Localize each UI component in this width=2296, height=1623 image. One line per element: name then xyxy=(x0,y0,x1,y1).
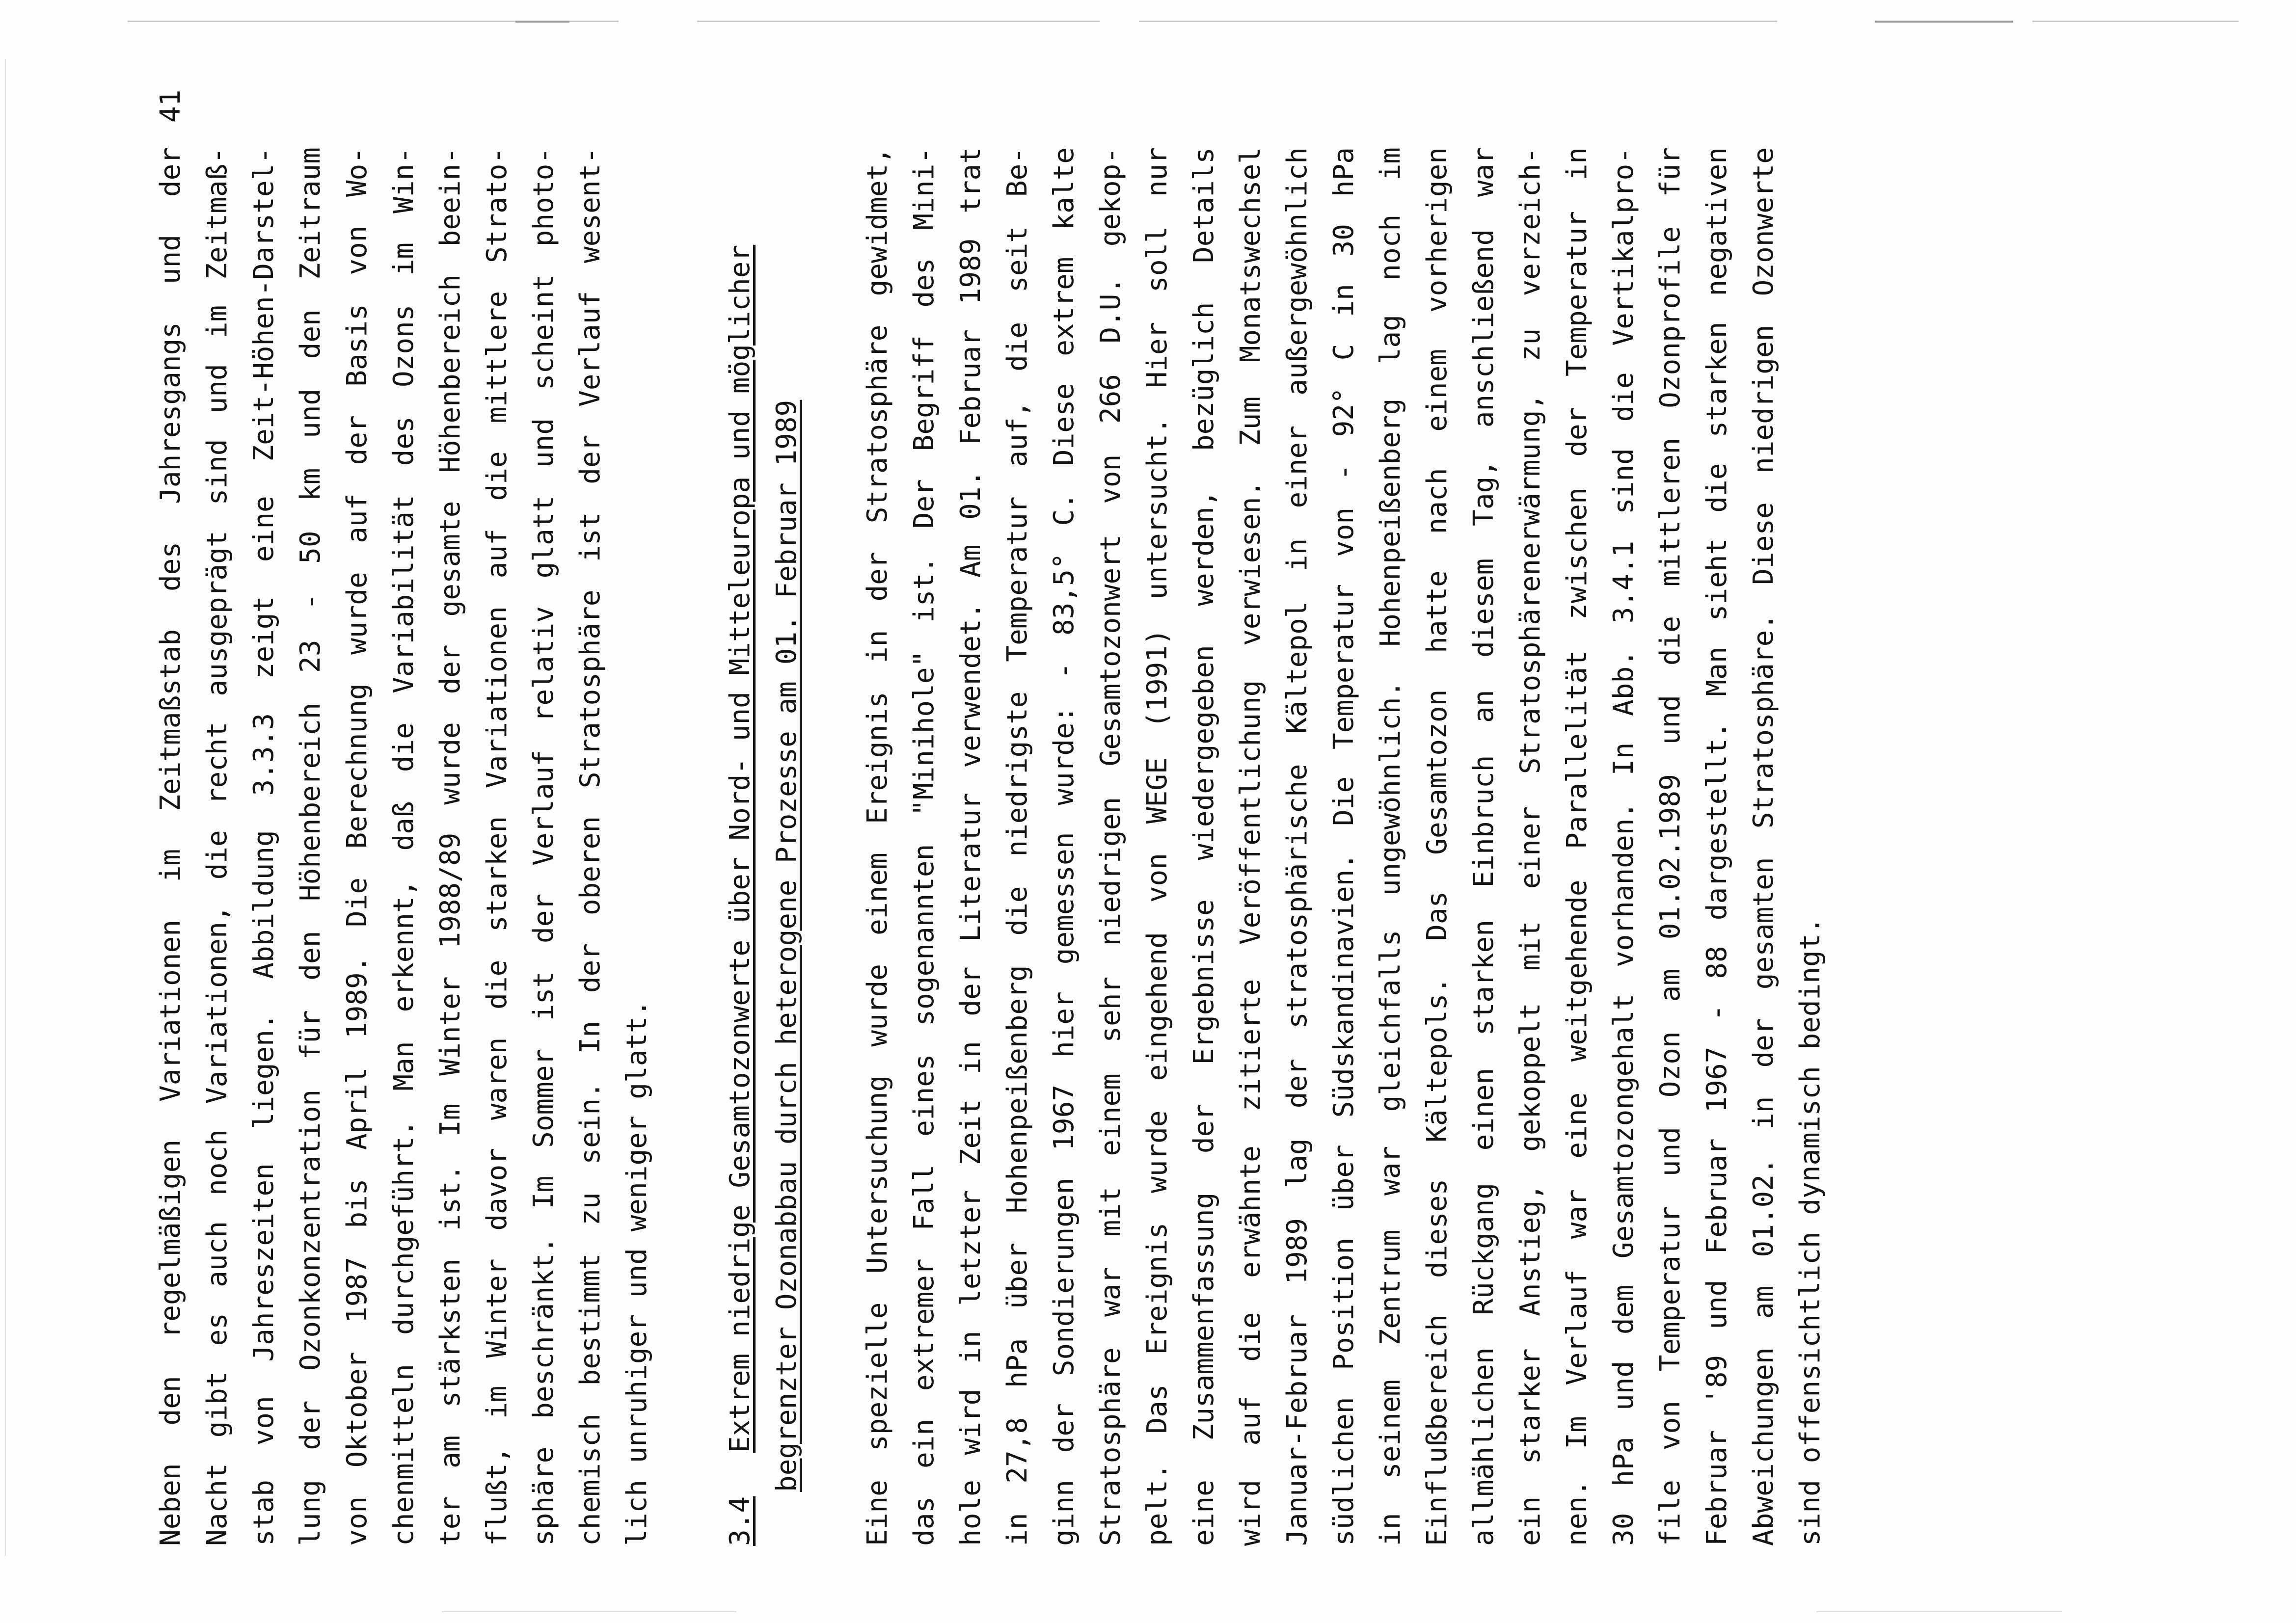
text-line: file von Temperatur und Ozon am 01.02.1989 und die mittleren Ozonprofile für xyxy=(1654,147,1686,1546)
text-line: Abweichungen am 01.02. in der gesamten Stratosphäre. Diese niedrigen Ozonwerte xyxy=(1748,147,1780,1546)
text-line: nen. Im Verlauf war eine weitgehende Parallelität zwischen der Temperatur in xyxy=(1561,147,1593,1546)
scan-artifact xyxy=(1875,21,2013,23)
text-line: Stratosphäre war mit einem sehr niedrigen Gesamtozonwert von 266 D.U. gekop- xyxy=(1095,147,1127,1546)
text-line: das ein extremer Fall eines sogenannten "Minihole" ist. Der Begriff des Mini- xyxy=(908,147,940,1546)
text-line: Nacht gibt es auch noch Variationen, die recht ausgeprägt sind und im Zeitmaß- xyxy=(201,147,233,1546)
text-line: hole wird in letzter Zeit in der Literatur verwendet. Am 01. Februar 1989 trat xyxy=(955,147,987,1546)
text-line: eine Zusammenfassung der Ergebnisse wiedergegeben werden, bezüglich Details xyxy=(1188,147,1220,1546)
text-line: Eine spezielle Untersuchung wurde einem Ereignis in der Stratosphäre gewidmet, xyxy=(862,147,893,1546)
scan-artifact xyxy=(1816,1611,2062,1612)
text-line: Einflußbereich dieses Kältepols. Das Gesamtozon hatte nach einem vorherigen xyxy=(1421,147,1453,1546)
text-line: wird auf die erwähnte zitierte Veröffentlichung verwiesen. Zum Monatswechsel xyxy=(1235,147,1267,1546)
heading-title-line-2: begrenzter Ozonabbau durch heterogene Prozesse am 01. Februar 1989 xyxy=(771,399,803,1492)
scan-artifact xyxy=(2032,21,2239,22)
text-line: pelt. Das Ereignis wurde eingehend von WEGE (1991) untersucht. Hier soll nur xyxy=(1141,147,1173,1546)
text-line: sind offensichtlich dynamisch bedingt. xyxy=(1794,917,1826,1546)
text-line: in 27,8 hPa über Hohenpeißenberg die niedrigste Temperatur auf, die seit Be- xyxy=(1001,147,1033,1546)
text-line: Februar '89 und Februar 1967 - 88 dargestellt. Man sieht die starken negativen xyxy=(1701,147,1733,1546)
text-line: von Oktober 1987 bis April 1989. Die Berechnung wurde auf der Basis von Wo- xyxy=(341,147,373,1546)
scan-artifact xyxy=(5,59,6,1556)
text-line: chenmitteln durchgeführt. Man erkennt, daß die Variabilität des Ozons im Win- xyxy=(388,147,420,1546)
heading-title-line-1: Extrem niedrige Gesamtozonwerte über Nord- und Mitteleuropa und möglicher xyxy=(724,244,756,1453)
spacer xyxy=(660,147,717,1546)
scan-artifact xyxy=(442,1611,736,1612)
paragraph-intro xyxy=(147,147,660,1546)
text-line: ter am stärksten ist. Im Winter 1988/89 wurde der gesamte Höhenbereich beein- xyxy=(434,147,466,1546)
text-line: lung der Ozonkonzentration für den Höhenbereich 23 - 50 km und den Zeitraum xyxy=(295,147,326,1546)
scan-artifact xyxy=(1139,21,1777,22)
scan-artifact xyxy=(515,21,569,23)
text-line: Januar-Februar 1989 lag der stratosphärische Kältepol in einer außergewöhnlich xyxy=(1281,147,1313,1546)
text-line: 30 hPa und dem Gesamtozongehalt vorhanden. In Abb. 3.4.1 sind die Vertikalpro- xyxy=(1608,147,1640,1546)
text-line: Neben den regelmäßigen Variationen im Zeitmaßstab des Jahresgangs und der xyxy=(155,147,187,1546)
text-line: ein starker Anstieg, gekoppelt mit einer Stratosphärenerwärmung, zu verzeich- xyxy=(1514,147,1546,1546)
heading-number: 3.4 xyxy=(724,1496,756,1546)
page-content xyxy=(147,89,2185,1546)
text-line: allmählichen Rückgang einen starken Einbruch an diesem Tag, anschließend war xyxy=(1468,147,1500,1546)
page-number: 41 xyxy=(155,89,187,123)
section-heading xyxy=(717,147,810,1546)
text-line: in seinem Zentrum war gleichfalls ungewöhnlich. Hohenpeißenberg lag noch im xyxy=(1375,147,1406,1546)
heading-line-1 xyxy=(717,147,763,1546)
scan-artifact xyxy=(697,21,1100,22)
text-line: ginn der Sondierungen 1967 hier gemessen wurde: - 83,5° C. Diese extrem kalte xyxy=(1048,147,1080,1546)
text-line: flußt, im Winter davor waren die starken Variationen auf die mittlere Strato- xyxy=(481,147,513,1546)
text-line: chemisch bestimmt zu sein. In der oberen Stratosphäre ist der Verlauf wesent- xyxy=(574,147,606,1546)
text-line: sphäre beschränkt. Im Sommer ist der Verlauf relativ glatt und scheint photo- xyxy=(528,147,560,1546)
text-line: stab von Jahreszeiten liegen. Abbildung 3.3.3 zeigt eine Zeit-Höhen-Darstel- xyxy=(248,147,280,1546)
spacer xyxy=(810,147,854,1546)
heading-line-2 xyxy=(763,147,810,1546)
text-line: lich unruhiger und weniger glatt. xyxy=(621,1000,653,1546)
paragraph-minihole xyxy=(854,147,1834,1546)
text-line: südlichen Position über Südskandinavien. Die Temperatur von - 92° C in 30 hPa xyxy=(1328,147,1360,1546)
